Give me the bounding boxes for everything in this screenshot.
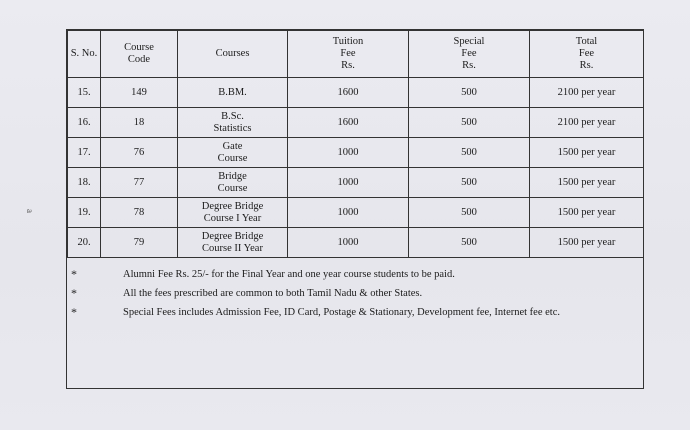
table-row [68,108,644,138]
row-sno: 18. [68,168,101,198]
row-special-fee: 500 [409,138,530,168]
fee-structure-sheet [66,29,644,389]
row-tuition-fee: 1600 [288,108,409,138]
row-special-fee: 500 [409,168,530,198]
row-course-code: 78 [101,198,178,228]
fee-table [67,30,644,258]
row-tuition-fee: 1000 [288,168,409,198]
table-row [68,168,644,198]
row-sno: 19. [68,198,101,228]
asterisk-bullet: * [71,286,77,300]
row-course-name: Gate Course [178,138,288,168]
header-course-code: Course Code [101,31,178,78]
asterisk-bullet: * [71,305,77,319]
note-text: Special Fees includes Admission Fee, ID Card, Postage & Stationary, Development fee, Internet fee etc. [123,307,560,318]
row-total-fee: 2100 per year [530,78,644,108]
note-item [67,265,643,284]
note-text: All the fees prescribed are common to both Tamil Nadu & other States. [123,288,423,299]
row-course-code: 18 [101,108,178,138]
row-total-fee: 1500 per year [530,138,644,168]
table-row [68,78,644,108]
row-special-fee: 500 [409,78,530,108]
row-tuition-fee: 1000 [288,228,409,258]
row-sno: 17. [68,138,101,168]
header-total-fee: Total Fee Rs. [530,31,644,78]
header-courses: Courses [178,31,288,78]
header-tuition-fee: Tuition Fee Rs. [288,31,409,78]
row-course-code: 79 [101,228,178,258]
margin-mark: a [25,209,35,213]
note-text: Alumni Fee Rs. 25/- for the Final Year and one year course students to be paid. [123,269,455,280]
row-total-fee: 1500 per year [530,168,644,198]
row-total-fee: 2100 per year [530,108,644,138]
row-course-name: B.BM. [178,78,288,108]
row-tuition-fee: 1000 [288,138,409,168]
row-total-fee: 1500 per year [530,198,644,228]
row-total-fee: 1500 per year [530,228,644,258]
note-item [67,284,643,303]
note-item [67,303,643,322]
fee-notes [67,265,643,322]
row-sno: 20. [68,228,101,258]
table-row [68,198,644,228]
row-special-fee: 500 [409,228,530,258]
row-special-fee: 500 [409,198,530,228]
row-special-fee: 500 [409,108,530,138]
table-row [68,228,644,258]
table-header-row [68,31,644,78]
row-course-code: 77 [101,168,178,198]
row-course-name: Degree Bridge Course II Year [178,228,288,258]
row-course-code: 149 [101,78,178,108]
row-course-name: Bridge Course [178,168,288,198]
row-sno: 15. [68,78,101,108]
row-tuition-fee: 1000 [288,198,409,228]
row-tuition-fee: 1600 [288,78,409,108]
asterisk-bullet: * [71,267,77,281]
header-sno: S. No. [68,31,101,78]
row-course-code: 76 [101,138,178,168]
row-sno: 16. [68,108,101,138]
header-special-fee: Special Fee Rs. [409,31,530,78]
row-course-name: B.Sc. Statistics [178,108,288,138]
table-row [68,138,644,168]
row-course-name: Degree Bridge Course I Year [178,198,288,228]
